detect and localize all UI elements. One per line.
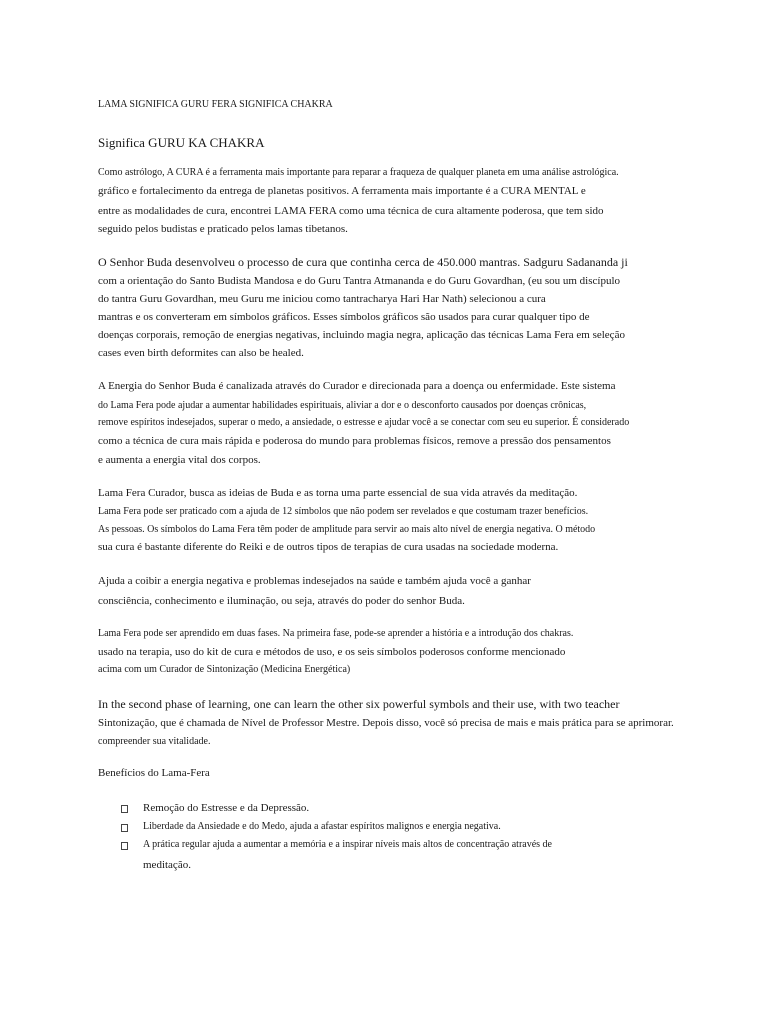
paragraph-line: In the second phase of learning, one can learn the other six powerful symbols and their use, with two teacher [98,697,620,711]
document-subheading: Significa GURU KA CHAKRA [98,135,265,150]
paragraph-line: do tantra Guru Govardhan, meu Guru me iniciou como tantracharya Hari Har Nath) selecionou a cura [98,293,546,305]
paragraph-line: gráfico e fortalecimento da entrega de planetas positivos. A ferramenta mais importante é a CURA MENTAL e [98,185,586,197]
paragraph-line: Lama Fera pode ser praticado com a ajuda de 12 símbolos que não podem ser revelados e que costumam trazer benefícios. [98,506,589,517]
paragraph-line: do Lama Fera pode ajudar a aumentar habilidades espirituais, aliviar a dor e o desconforto causados por doenças crônicas, [98,400,587,411]
document-heading: LAMA SIGNIFICA GURU FERA SIGNIFICA CHAKRA [98,99,333,110]
paragraph-line: remove espíritos indesejados, superar o medo, a ansiedade, o estresse e ajudar você a se conectar com seu eu superior. É considerado [98,417,630,428]
paragraph-line: O Senhor Buda desenvolveu o processo de cura que continha cerca de 450.000 mantras. Sadguru Sadananda ji [98,255,628,269]
paragraph-line: Lama Fera pode ser aprendido em duas fases. Na primeira fase, pode-se aprender a história e a introdução dos chakras. [98,628,574,639]
checkbox-bullet-icon [121,842,128,850]
paragraph-line: Lama Fera Curador, busca as ideias de Buda e as torna uma parte essencial de sua vida através da meditação. [98,487,578,499]
paragraph-line: doenças corporais, remoção de energias negativas, incluindo magia negra, aplicação das técnicas Lama Fera em seleção [98,329,625,341]
paragraph-line: A Energia do Senhor Buda é canalizada através do Curador e direcionada para a doença ou enfermidade. Este sistema [98,380,616,392]
list-item-text-continued: meditação. [143,859,191,871]
paragraph-line: cases even birth deformites can also be healed. [98,347,304,359]
list-item-text: Liberdade da Ansiedade e do Medo, ajuda a afastar espíritos malignos e energia negativa. [143,821,501,832]
paragraph-line: Sintonização, que é chamada de Nível de Professor Mestre. Depois disso, você só precisa de mais e mais prática para se aprimorar. [98,717,674,729]
paragraph-line: como a técnica de cura mais rápida e poderosa do mundo para problemas físicos, remove a pressão dos pensamentos [98,435,611,447]
paragraph-line: acima com um Curador de Sintonização (Medicina Energética) [98,664,351,675]
paragraph-line: sua cura é bastante diferente do Reiki e de outros tipos de terapias de cura usadas na sociedade moderna. [98,541,559,553]
paragraph-line: e aumenta a energia vital dos corpos. [98,454,261,466]
list-item-text: Remoção do Estresse e da Depressão. [143,802,310,814]
paragraph-line: consciência, conhecimento e iluminação, ou seja, através do poder do senhor Buda. [98,595,465,607]
paragraph-line: entre as modalidades de cura, encontrei LAMA FERA como uma técnica de cura altamente poderosa, que tem sido [98,205,604,217]
paragraph-line: Como astrólogo, A CURA é a ferramenta mais importante para reparar a fraqueza de qualquer planeta em uma análise astrológica. [98,167,619,178]
paragraph-line: com a orientação do Santo Budista Mandosa e do Guru Tantra Atmananda e do Guru Govardhan, (eu sou um discípulo [98,275,621,287]
checkbox-bullet-icon [121,824,128,832]
benefits-title: Benefícios do Lama-Fera [98,767,210,779]
list-item-text: A prática regular ajuda a aumentar a memória e a inspirar níveis mais altos de concentração através de [143,839,552,850]
paragraph-line: mantras e os converteram em símbolos gráficos. Esses símbolos gráficos são usados para curar qualquer tipo de [98,311,590,323]
paragraph-line: As pessoas. Os símbolos do Lama Fera têm poder de amplitude para servir ao mais alto nível de energia negativa. O método [98,524,596,535]
paragraph-line: seguido pelos budistas e praticado pelos lamas tibetanos. [98,223,348,235]
paragraph-line: usado na terapia, uso do kit de cura e métodos de uso, e os seis símbolos poderosos conforme mencionado [98,646,566,658]
checkbox-bullet-icon [121,805,128,813]
paragraph-line: Ajuda a coibir a energia negativa e problemas indesejados na saúde e também ajuda você a ganhar [98,575,531,587]
paragraph-line: compreender sua vitalidade. [98,736,211,747]
